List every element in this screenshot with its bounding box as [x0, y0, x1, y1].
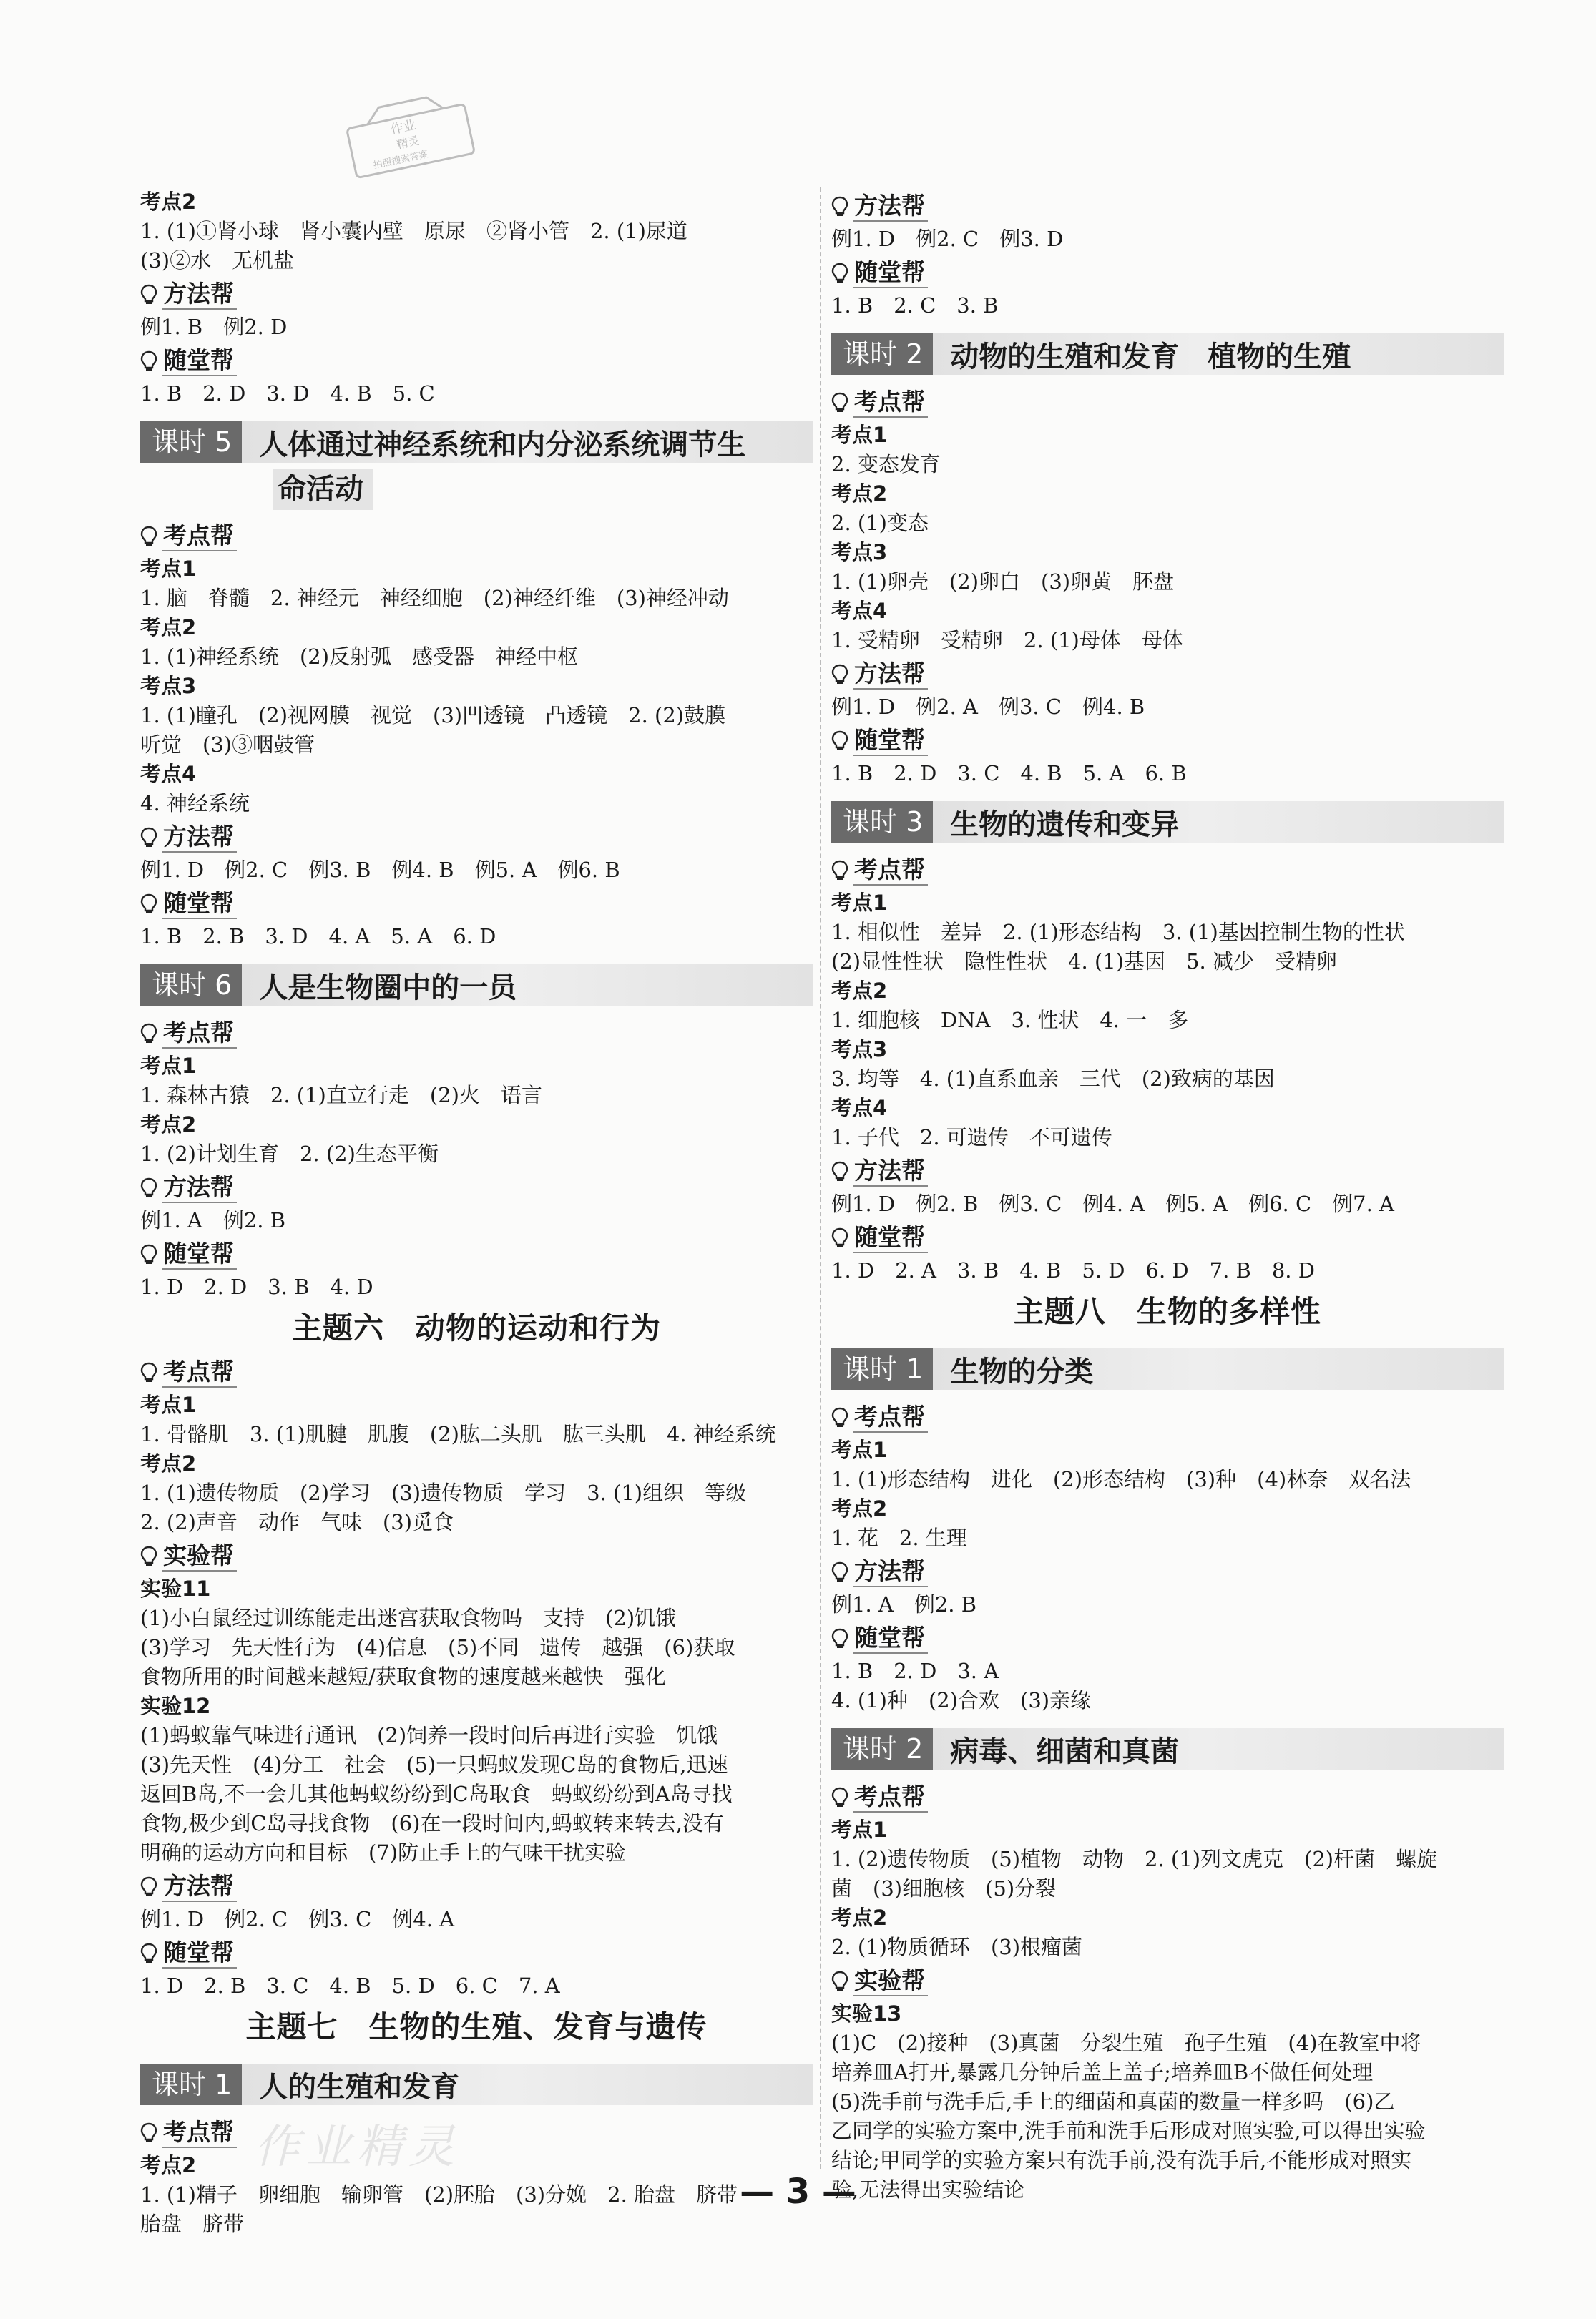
- section-label: 考点3: [831, 540, 888, 564]
- lesson-title: 生物的遗传和变异: [950, 808, 1180, 841]
- answer-line: 1. (1)卵壳 (2)卵白 (3)卵黄 胚盘: [831, 569, 1175, 594]
- subheading: [831, 1222, 1504, 1255]
- answer-line: 1. D 2. A 3. B 4. B 5. D 6. D 7. B 8. D: [831, 1258, 1315, 1283]
- answer-line: 1. D 2. D 3. B 4. D: [140, 1275, 373, 1299]
- answer-line: 食物,极少到C岛寻找食物 (6)在一段时间内,蚂蚁转来转去,没有: [140, 1811, 724, 1835]
- subheading-label: 随堂帮: [162, 346, 237, 376]
- subheading-label: 实验帮: [162, 1541, 237, 1572]
- answer-line: (1)C (2)接种 (3)真菌 分裂生殖 孢子生殖 (4)在教室中将: [831, 2031, 1421, 2055]
- section-label: 考点1: [140, 1393, 197, 1417]
- answer-line: 1. 受精卵 受精卵 2. (1)母体 母体: [831, 628, 1183, 652]
- subheading-label: 随堂帮: [162, 889, 237, 919]
- stamp-text-2: 精灵: [395, 133, 421, 152]
- answer-line: 1. 森林古猿 2. (1)直立行走 (2)火 语言: [140, 1083, 542, 1107]
- subheading: [140, 888, 813, 921]
- subheading-label: 考点帮: [853, 1403, 928, 1433]
- subheading: [140, 1540, 813, 1573]
- subheading-label: 随堂帮: [853, 1624, 928, 1654]
- answer-line: 菌 (3)细胞核 (5)分裂: [831, 1876, 1057, 1901]
- right-column: [831, 187, 1504, 2205]
- answer-line: 结论;甲同学的实验方案只有洗手前,没有洗手后,不能形成对照实: [831, 2148, 1412, 2172]
- answer-line: 食物所用的时间越来越短/获取食物的速度越来越快 强化: [140, 1665, 666, 1689]
- subheading: [140, 1871, 813, 1903]
- lightbulb-icon: [831, 664, 848, 685]
- lightbulb-icon: [831, 1407, 848, 1428]
- subheading: [831, 725, 1504, 758]
- subheading: [140, 1356, 813, 1389]
- subheading: [831, 658, 1504, 691]
- section-label: 考点1: [140, 1054, 197, 1078]
- lesson-title: 生物的分类: [950, 1355, 1094, 1388]
- lesson-tag: 课时 3: [831, 801, 933, 843]
- subheading-label: 方法帮: [162, 823, 237, 853]
- subheading-label: 随堂帮: [853, 726, 928, 756]
- lightbulb-icon: [140, 1177, 157, 1199]
- answer-line: 2. (1)物质循环 (3)根瘤菌: [831, 1935, 1083, 1959]
- subheading: [140, 821, 813, 854]
- lightbulb-icon: [831, 263, 848, 284]
- lesson-tag: 课时 1: [140, 2064, 242, 2105]
- subheading: [831, 1401, 1504, 1434]
- answer-line: (2)显性性状 隐性性状 4. (1)基因 5. 减少 受精卵: [831, 949, 1337, 974]
- lightbulb-icon: [831, 1227, 848, 1249]
- lightbulb-icon: [140, 827, 157, 848]
- section-label: 考点2: [831, 979, 888, 1003]
- left-column: [140, 187, 813, 2239]
- answer-line: 1. (1)神经系统 (2)反射弧 感受器 神经中枢: [140, 644, 579, 669]
- subheading-label: 考点帮: [162, 521, 237, 551]
- lesson-banner: [140, 964, 813, 1006]
- section-label: 考点2: [140, 615, 197, 639]
- answer-line: 1. (1)①肾小球 肾小囊内壁 原尿 ②肾小管 2. (1)尿道: [140, 219, 687, 243]
- topic-title: 主题六 动物的运动和行为: [291, 1310, 661, 1345]
- lightbulb-icon: [140, 526, 157, 547]
- lesson-tag: 课时 2: [831, 333, 933, 375]
- answer-line: 1. (1)精子 卵细胞 输卵管 (2)胚胎 (3)分娩 2. 胎盘 脐带: [140, 2182, 738, 2207]
- section-label: 考点1: [831, 1818, 888, 1842]
- section-label: 考点2: [140, 1112, 197, 1137]
- lightbulb-icon: [140, 2122, 157, 2144]
- lesson-title: 命活动: [273, 469, 373, 510]
- answer-line: 1. D 2. B 3. C 4. B 5. D 6. C 7. A: [140, 1974, 560, 1998]
- subheading: [831, 386, 1504, 419]
- lightbulb-icon: [831, 1971, 848, 1992]
- lesson-banner: [831, 1348, 1504, 1390]
- subheading-label: 考点帮: [162, 2118, 237, 2148]
- answer-line: 3. 均等 4. (1)直系血亲 三代 (2)致病的基因: [831, 1067, 1275, 1091]
- subheading: [831, 1556, 1504, 1589]
- subheading: [831, 257, 1504, 290]
- answer-line: 1. B 2. D 3. C 4. B 5. A 6. B: [831, 761, 1187, 785]
- subheading-label: 方法帮: [853, 1557, 928, 1587]
- answer-line: (3)先天性 (4)分工 社会 (5)一只蚂蚁发现C岛的食物后,迅速: [140, 1752, 728, 1777]
- lightbulb-icon: [831, 1628, 848, 1649]
- subheading-label: 考点帮: [853, 1783, 928, 1813]
- subheading-label: 考点帮: [162, 1358, 237, 1388]
- lightbulb-icon: [140, 1546, 157, 1567]
- section-label: 考点4: [831, 1096, 888, 1120]
- answer-line: 听觉 (3)③咽鼓管: [140, 732, 315, 757]
- lightbulb-icon: [831, 196, 848, 217]
- lesson-title: 人体通过神经系统和内分泌系统调节生: [259, 428, 746, 461]
- lightbulb-icon: [831, 730, 848, 752]
- subheading-label: 随堂帮: [853, 1223, 928, 1253]
- subheading: [140, 345, 813, 378]
- subheading: [831, 1781, 1504, 1814]
- answer-line: 2. (1)变态: [831, 511, 929, 535]
- subheading-label: 考点帮: [853, 855, 928, 886]
- answer-line: 1. 骨骼肌 3. (1)肌腱 肌腹 (2)肱二头肌 肱三头肌 4. 神经系统: [140, 1422, 776, 1446]
- answer-line: 1. (1)遗传物质 (2)学习 (3)遗传物质 学习 3. (1)组织 等级: [140, 1481, 747, 1505]
- answer-line: 例1. A 例2. B: [831, 1592, 977, 1617]
- answer-line: 4. (1)种 (2)合欢 (3)亲缘: [831, 1688, 1092, 1712]
- lightbulb-icon: [831, 1161, 848, 1182]
- subheading: [140, 2117, 813, 2149]
- subheading: [831, 1622, 1504, 1655]
- answer-line: (1)小白鼠经过训练能走出迷宫获取食物吗 支持 (2)饥饿: [140, 1606, 677, 1630]
- lightbulb-icon: [140, 1023, 157, 1044]
- lightbulb-icon: [140, 1244, 157, 1265]
- column-divider: [820, 187, 821, 2169]
- section-label: 实验12: [140, 1694, 211, 1718]
- lightbulb-icon: [831, 1561, 848, 1583]
- watermark-stamp: [343, 94, 478, 187]
- subheading: [140, 1238, 813, 1271]
- answer-line: 例1. B 例2. D: [140, 315, 288, 339]
- subheading: [831, 190, 1504, 223]
- subheading: [140, 1017, 813, 1050]
- section-label: 实验13: [831, 2001, 902, 2026]
- answer-line: 乙同学的实验方案中,洗手前和洗手后形成对照实验,可以得出实验: [831, 2119, 1426, 2143]
- subheading: [831, 1155, 1504, 1188]
- answer-line: 返回B岛,不一会儿其他蚂蚁纷纷到C岛取食 蚂蚁纷纷到A岛寻找: [140, 1782, 733, 1806]
- section-label: 考点2: [831, 481, 888, 506]
- subheading-label: 实验帮: [853, 1966, 928, 1996]
- answer-line: 2. 变态发育: [831, 452, 941, 476]
- answer-line: 例1. D 例2. B 例3. C 例4. A 例5. A 例6. C 例7. A: [831, 1192, 1394, 1216]
- answer-line: 培养皿A打开,暴露几分钟后盖上盖子;培养皿B不做任何处理: [831, 2060, 1374, 2084]
- lightbulb-icon: [140, 284, 157, 305]
- topic-title: 主题八 生物的多样性: [1013, 1294, 1321, 1329]
- answer-line: 1. 脑 脊髓 2. 神经元 神经细胞 (2)神经纤维 (3)神经冲动: [140, 586, 729, 610]
- lesson-title: 病毒、细菌和真菌: [950, 1735, 1180, 1768]
- subheading: [140, 278, 813, 311]
- answer-line: 2. (2)声音 动作 气味 (3)觅食: [140, 1510, 454, 1534]
- subheading-label: 考点帮: [853, 388, 928, 418]
- lesson-tag: 课时 1: [831, 1348, 933, 1390]
- section-label: 考点2: [831, 1906, 888, 1930]
- lesson-title: 人的生殖和发育: [259, 2070, 460, 2104]
- subheading-label: 方法帮: [853, 660, 928, 690]
- subheading-label: 方法帮: [162, 280, 237, 310]
- subheading: [140, 1937, 813, 1970]
- lightbulb-icon: [140, 1943, 157, 1964]
- subheading-label: 随堂帮: [162, 1938, 237, 1969]
- lightbulb-icon: [140, 1876, 157, 1898]
- answer-line: (3)学习 先天性行为 (4)信息 (5)不同 遗传 越强 (6)获取: [140, 1635, 735, 1659]
- answer-line: 明确的运动方向和目标 (7)防止手上的气味干扰实验: [140, 1840, 627, 1865]
- lesson-banner: [831, 801, 1504, 843]
- lesson-tag: 课时 2: [831, 1728, 933, 1770]
- lesson-tag: 课时 6: [140, 964, 242, 1006]
- lesson-banner-continued: [140, 469, 813, 510]
- answer-line: 1. B 2. C 3. B: [831, 293, 999, 318]
- lesson-tag: 课时 5: [140, 421, 242, 463]
- section-label: 考点4: [831, 599, 888, 623]
- answer-line: 1. (1)形态结构 进化 (2)形态结构 (3)种 (4)林奈 双名法: [831, 1467, 1411, 1491]
- answer-line: 例1. D 例2. C 例3. B 例4. B 例5. A 例6. B: [140, 858, 620, 882]
- section-label: 考点4: [140, 762, 197, 786]
- subheading: [140, 1172, 813, 1205]
- answer-line: 1. B 2. D 3. A: [831, 1659, 999, 1683]
- section-label: 考点2: [831, 1496, 888, 1521]
- answer-line: 4. 神经系统: [140, 791, 250, 815]
- answer-line: 例1. D 例2. C 例3. C 例4. A: [140, 1907, 455, 1931]
- section-label: 考点1: [831, 1438, 888, 1462]
- stamp-text-3: 拍照搜索答案: [372, 149, 430, 172]
- section-label: 考点2: [140, 1451, 197, 1476]
- answer-line: 1. 花 2. 生理: [831, 1526, 967, 1550]
- subheading-label: 随堂帮: [162, 1240, 237, 1270]
- bottom-watermark: 作业精灵: [254, 2121, 460, 2174]
- subheading-label: 方法帮: [853, 192, 928, 222]
- subheading-label: 方法帮: [162, 1173, 237, 1203]
- answer-line: (1)蚂蚁靠气味进行通讯 (2)饲养一段时间后再进行实验 饥饿: [140, 1723, 718, 1747]
- answer-line: 胎盘 脐带: [140, 2212, 245, 2236]
- answer-line: (3)②水 无机盐: [140, 248, 295, 273]
- topic-title: 主题七 生物的生殖、发育与遗传: [245, 2009, 708, 2044]
- stamp-text-1: 作业: [389, 117, 418, 138]
- lesson-banner: [831, 1728, 1504, 1770]
- answer-line: (5)洗手前与洗手后,手上的细菌和真菌的数量一样多吗 (6)乙: [831, 2089, 1395, 2114]
- answer-line: 1. 相似性 差异 2. (1)形态结构 3. (1)基因控制生物的性状: [831, 920, 1405, 944]
- section-label: 考点1: [831, 891, 888, 915]
- subheading: [831, 1965, 1504, 1998]
- section-label: 考点2: [140, 2153, 197, 2177]
- answer-line: 1. 子代 2. 可遗传 不可遗传: [831, 1125, 1112, 1149]
- answer-line: 1. B 2. B 3. D 4. A 5. A 6. D: [140, 924, 496, 948]
- lightbulb-icon: [831, 1787, 848, 1808]
- section-label: 实验11: [140, 1577, 211, 1601]
- section-label: 考点2: [140, 190, 197, 214]
- answer-line: 例1. D 例2. C 例3. D: [831, 227, 1064, 251]
- lesson-title: 人是生物圈中的一员: [259, 971, 517, 1004]
- answer-line: 1. B 2. D 3. D 4. B 5. C: [140, 381, 435, 406]
- answer-line: 1. (2)遗传物质 (5)植物 动物 2. (1)列文虎克 (2)杆菌 螺旋: [831, 1847, 1438, 1871]
- lightbulb-icon: [140, 350, 157, 372]
- lesson-banner: [140, 421, 813, 463]
- lesson-banner: [140, 2064, 813, 2105]
- section-label: 考点1: [831, 423, 888, 447]
- lesson-banner: [831, 333, 1504, 375]
- subheading-label: 方法帮: [162, 1872, 237, 1902]
- subheading-label: 方法帮: [853, 1157, 928, 1187]
- lightbulb-icon: [831, 860, 848, 881]
- subheading: [831, 854, 1504, 887]
- lesson-title: 动物的生殖和发育 植物的生殖: [950, 340, 1351, 373]
- answer-line: 1. 细胞核 DNA 3. 性状 4. 一 多: [831, 1008, 1189, 1032]
- answer-line: 1. (1)瞳孔 (2)视网膜 视觉 (3)凹透镜 凸透镜 2. (2)鼓膜: [140, 703, 726, 727]
- section-label: 考点1: [140, 557, 197, 581]
- section-label: 考点3: [831, 1037, 888, 1062]
- subheading: [140, 520, 813, 553]
- subheading-label: 考点帮: [162, 1019, 237, 1049]
- lightbulb-icon: [140, 1362, 157, 1383]
- answer-line: 验,无法得出实验结论: [831, 2177, 1025, 2202]
- page-number: — 3 —: [740, 2172, 856, 2212]
- answer-line: 例1. A 例2. B: [140, 1208, 286, 1232]
- section-label: 考点3: [140, 674, 197, 698]
- lightbulb-icon: [140, 893, 157, 915]
- answer-line: 例1. D 例2. A 例3. C 例4. B: [831, 695, 1145, 719]
- lightbulb-icon: [831, 392, 848, 413]
- answer-line: 1. (2)计划生育 2. (2)生态平衡: [140, 1142, 439, 1166]
- subheading-label: 随堂帮: [853, 258, 928, 288]
